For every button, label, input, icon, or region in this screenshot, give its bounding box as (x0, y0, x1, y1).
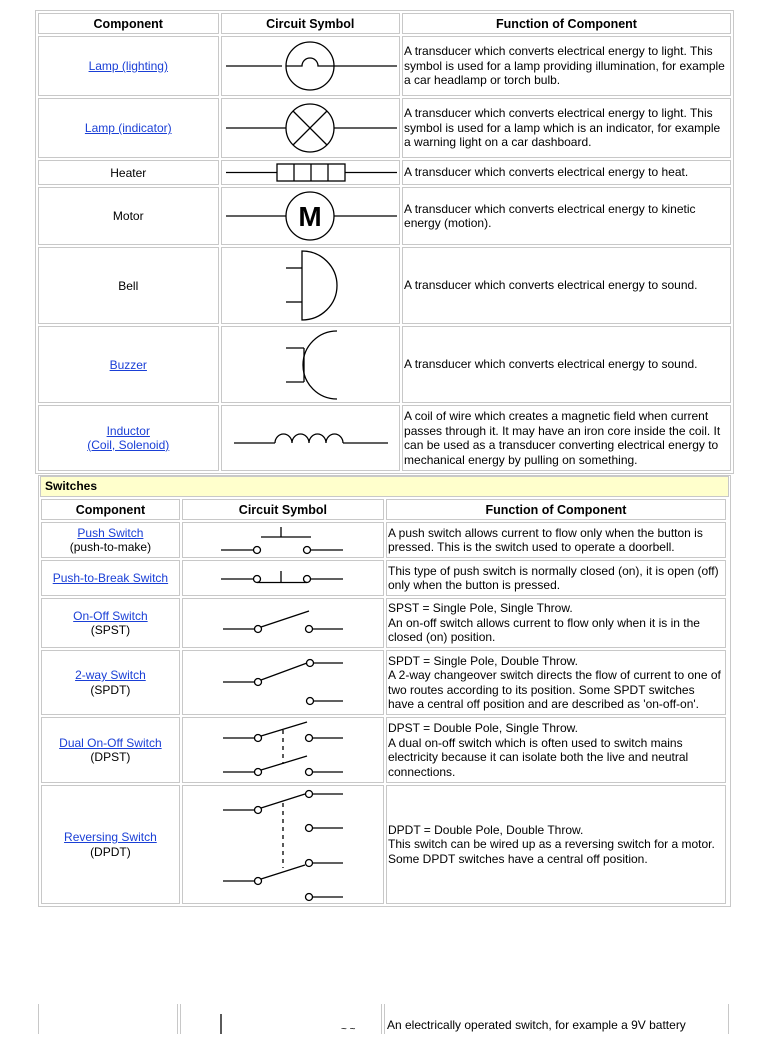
lamp-indicator-link[interactable]: Lamp (indicator) (84, 121, 172, 135)
header-row (38, 13, 731, 34)
header-function: Function of Component (402, 13, 731, 34)
svg-text:~ ~: ~ ~ (341, 1024, 356, 1034)
component-cell (41, 785, 180, 904)
components-table (35, 10, 734, 474)
table-row (38, 160, 731, 185)
table-row (38, 36, 731, 96)
push-to-break-symbol-icon (182, 560, 384, 596)
function-cell: A transducer which converts electrical energy to sound. (402, 326, 731, 403)
component-cell (41, 522, 180, 558)
function-cell (386, 650, 726, 715)
header-circuit-symbol: Circuit Symbol (221, 13, 401, 34)
component-cell (38, 405, 219, 471)
component-cell (41, 598, 180, 648)
table-row (38, 405, 731, 471)
spdt-symbol-icon (182, 650, 384, 715)
component-subtitle: (DPST) (90, 750, 131, 764)
bell-symbol-icon (221, 247, 401, 324)
function-cell (386, 785, 726, 904)
partial-cell (384, 1004, 729, 1034)
function-cell: A coil of wire which creates a magnetic field when current passes through it. It may have an iron core inside the coil. It can be used as a transducer converting electrical energy to mechanical energy by pulling on something. (402, 405, 731, 471)
table-row (41, 717, 726, 783)
function-cell (386, 717, 726, 783)
function-cell: A push switch allows current to flow only when the button is pressed. This is the switch used to operate a doorbell. (386, 522, 726, 558)
function-cell: A transducer which converts electrical energy to sound. (402, 247, 731, 324)
partial-cell (38, 1004, 178, 1034)
header-function: Function of Component (386, 499, 726, 520)
buzzer-symbol-icon (221, 326, 401, 403)
component-subtitle: (SPST) (90, 623, 131, 637)
table-row (38, 247, 731, 324)
component-subtitle: (DPDT) (90, 844, 131, 859)
function-text: A 2-way changeover switch directs the flow of current to one of two routes according to its position. Some SPDT switches have a central off position and are described as 'on-off-on'. (388, 668, 721, 711)
motor-symbol-icon (221, 187, 401, 245)
function-cell: This type of push switch is normally closed (on), it is open (off) only when the button is pressed. (386, 560, 726, 596)
table-row (38, 98, 731, 158)
table-row (41, 598, 726, 648)
table-row (38, 326, 731, 403)
component-cell (41, 717, 180, 783)
next-table-partial (38, 1004, 729, 1034)
component-cell (38, 326, 219, 403)
table-row (38, 187, 731, 245)
switches-table (39, 497, 728, 906)
component-cell (38, 36, 219, 96)
component-cell: Motor (38, 187, 219, 245)
heater-symbol-icon (221, 160, 401, 185)
table-row (41, 522, 726, 558)
on-off-switch-link[interactable]: On-Off Switch (73, 608, 148, 623)
function-title: SPDT = Single Pole, Double Throw. (388, 653, 578, 668)
function-cell: A transducer which converts electrical energy to light. This symbol is used for a lamp providing illumination, for example a car headlamp or torch bulb. (402, 36, 731, 96)
2-way-switch-link[interactable]: 2-way Switch (75, 668, 146, 682)
table-row (41, 650, 726, 715)
component-cell: Bell (38, 247, 219, 324)
function-text: A dual on-off switch which is often used to switch mains electricity because it can isolate both the live and neutral connections. (388, 735, 689, 779)
function-title: DPDT = Double Pole, Double Throw. (388, 822, 584, 837)
function-title: SPST = Single Pole, Single Throw. (388, 601, 573, 616)
spst-symbol-icon (182, 598, 384, 648)
buzzer-link[interactable]: Buzzer (109, 357, 147, 372)
lamp-lighting-link[interactable]: Lamp (lighting) (88, 59, 168, 73)
push-to-break-switch-link[interactable]: Push-to-Break Switch (52, 570, 169, 585)
lamp-indicator-symbol-icon (221, 98, 401, 158)
component-cell (41, 650, 180, 715)
push-switch-symbol-icon (182, 522, 384, 558)
component-cell: Heater (38, 160, 219, 185)
component-subtitle: (SPDT) (90, 682, 131, 697)
partial-cell (180, 1004, 382, 1034)
header-circuit-symbol: Circuit Symbol (182, 499, 384, 520)
function-text: This switch can be wired up as a reversing switch for a motor. Some DPDT switches have a central off position. (388, 837, 715, 866)
function-cell: A transducer which converts electrical energy to light. This symbol is used for a lamp which is an indicator, for example a warning light on a car dashboard. (402, 98, 731, 158)
relay-symbol-icon (181, 1004, 381, 1034)
switches-section (38, 475, 731, 907)
component-subtitle: (push-to-make) (69, 540, 152, 554)
function-cell: A transducer which converts electrical energy to heat. (402, 160, 731, 185)
table-row (41, 560, 726, 596)
function-text: An on-off switch allows current to flow only when it is in the closed (on) position. (388, 615, 700, 645)
inductor-sub-link[interactable]: (Coil, Solenoid) (87, 438, 170, 452)
header-component: Component (41, 499, 180, 520)
lamp-lighting-symbol-icon (221, 36, 401, 96)
partial-text: An electrically operated switch, for example a 9V battery (387, 1018, 686, 1032)
header-component: Component (38, 13, 219, 34)
dpst-symbol-icon (182, 717, 384, 783)
push-switch-link[interactable]: Push Switch (77, 525, 144, 540)
reversing-switch-link[interactable]: Reversing Switch (64, 830, 157, 844)
dpdt-symbol-icon (182, 785, 384, 904)
function-cell (386, 598, 726, 648)
component-cell (38, 98, 219, 158)
switches-header-row (41, 499, 726, 520)
inductor-link[interactable]: Inductor (106, 424, 150, 438)
switches-section-title: Switches (40, 476, 729, 497)
motor-letter: M (297, 201, 322, 232)
function-title: DPST = Double Pole, Single Throw. (388, 721, 578, 735)
dual-on-off-switch-link[interactable]: Dual On-Off Switch (59, 735, 162, 750)
function-cell: A transducer which converts electrical energy to kinetic energy (motion). (402, 187, 731, 245)
table-row (41, 785, 726, 904)
inductor-symbol-icon (221, 405, 401, 471)
component-cell (41, 560, 180, 596)
